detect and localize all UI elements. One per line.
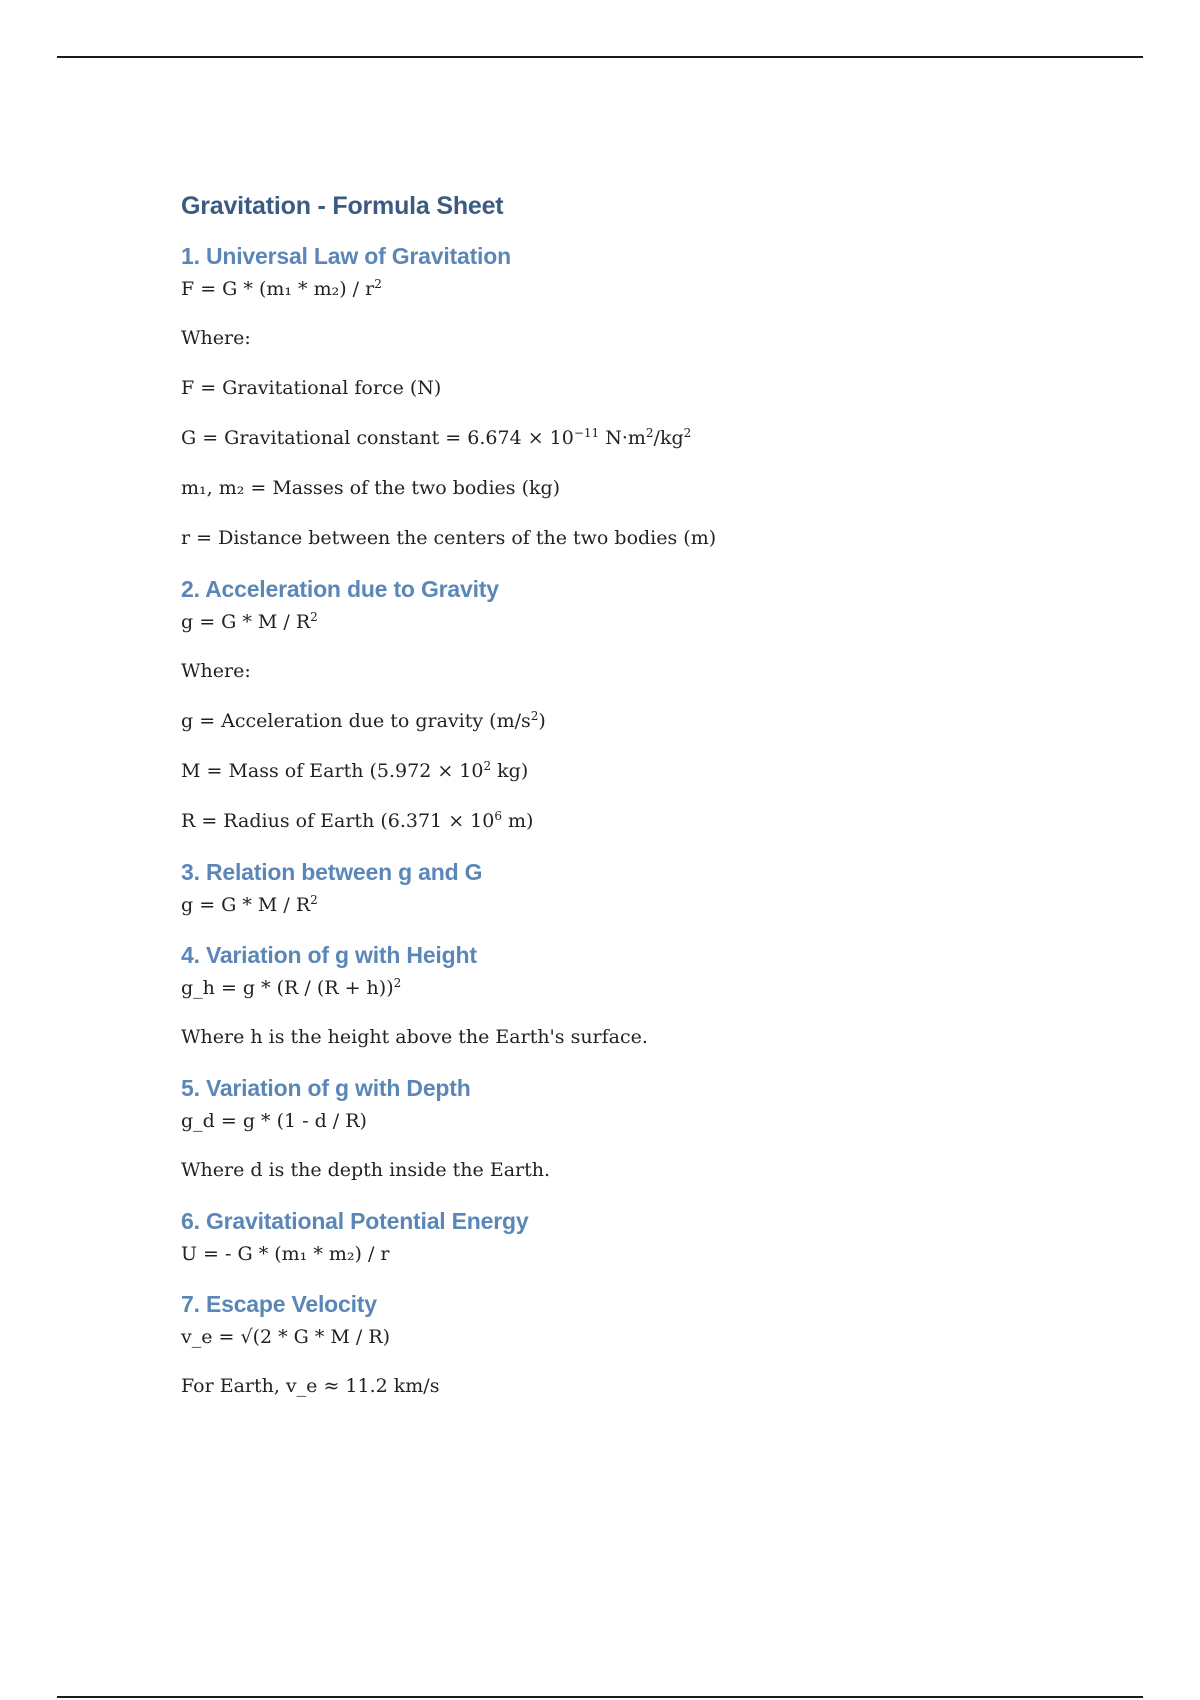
section-heading: 6. Gravitational Potential Energy — [181, 1208, 529, 1234]
text-run: Where: — [181, 327, 251, 349]
text-run: r = Distance between the centers of the two bodies (m) — [181, 527, 717, 549]
text-run: G = Gravitational constant = 6.674 × 10 — [181, 427, 574, 449]
body-line — [181, 759, 1081, 783]
body-line — [181, 709, 1081, 733]
section-heading: 5. Variation of g with Depth — [181, 1075, 471, 1101]
section — [181, 1208, 1081, 1266]
text-run: ) — [538, 710, 546, 732]
text-run: /kg — [653, 427, 684, 449]
section-heading: 3. Relation between g and G — [181, 859, 483, 885]
text-run: g = G * M / R — [181, 894, 311, 916]
body-line — [181, 1025, 1081, 1049]
body-line — [181, 376, 1081, 400]
formula — [181, 893, 1081, 917]
text-run: v_e = √(2 * G * M / R) — [181, 1326, 391, 1348]
section — [181, 942, 1081, 1049]
superscript: 2 — [393, 976, 402, 990]
superscript: 2 — [310, 610, 318, 624]
text-run: Where d is the depth inside the Earth. — [181, 1159, 551, 1181]
body-line — [181, 426, 1081, 450]
body-line — [181, 476, 1081, 500]
formula — [181, 1242, 1081, 1266]
superscript: 2 — [310, 893, 318, 907]
superscript: 2 — [645, 426, 654, 440]
top-rule — [57, 56, 1143, 58]
text-run: U = - G * (m₁ * m₂) / r — [181, 1243, 390, 1265]
body-line — [181, 526, 1081, 550]
text-run: Where: — [181, 660, 251, 682]
superscript: 6 — [494, 809, 502, 823]
formula — [181, 1109, 1081, 1133]
section — [181, 1075, 1081, 1182]
formula — [181, 1325, 1081, 1349]
text-run: F = Gravitational force (N) — [181, 377, 442, 399]
superscript: −11 — [573, 426, 600, 440]
section-heading: 4. Variation of g with Height — [181, 942, 477, 968]
text-run: R = Radius of Earth (6.371 × 10 — [181, 810, 495, 832]
superscript: 2 — [530, 709, 539, 723]
superscript: 2 — [374, 277, 382, 291]
section-heading: 1. Universal Law of Gravitation — [181, 243, 511, 269]
section — [181, 576, 1081, 833]
formula — [181, 610, 1081, 634]
body-line — [181, 809, 1081, 833]
bottom-rule — [57, 1696, 1143, 1698]
text-run: g_d = g * (1 - d / R) — [181, 1110, 367, 1132]
formula — [181, 976, 1081, 1000]
text-run: M = Mass of Earth (5.972 × 10 — [181, 760, 484, 782]
body-line — [181, 1158, 1081, 1182]
text-run: g = Acceleration due to gravity (m/s — [181, 710, 531, 732]
body-line — [181, 1374, 1081, 1398]
text-run: For Earth, v_e ≈ 11.2 km/s — [181, 1375, 440, 1397]
text-run: m) — [501, 810, 534, 832]
document-title: Gravitation - Formula Sheet — [181, 192, 504, 220]
section — [181, 1291, 1081, 1398]
section-heading: 7. Escape Velocity — [181, 1291, 377, 1317]
section — [181, 859, 1081, 917]
section — [181, 243, 1081, 550]
superscript: 2 — [483, 759, 492, 773]
body-line — [181, 326, 1081, 350]
text-run: Where h is the height above the Earth's surface. — [181, 1026, 648, 1048]
sections-container — [181, 243, 1081, 1398]
body-line — [181, 659, 1081, 683]
superscript: 2 — [683, 426, 692, 440]
formula-sheet — [181, 192, 1081, 1424]
text-run: N·m — [599, 427, 646, 449]
text-run: g_h = g * (R / (R + h)) — [181, 977, 394, 999]
text-run: kg) — [491, 760, 529, 782]
section-heading: 2. Acceleration due to Gravity — [181, 576, 499, 602]
formula — [181, 277, 1081, 301]
text-run: g = G * M / R — [181, 611, 311, 633]
text-run: m₁, m₂ = Masses of the two bodies (kg) — [181, 477, 561, 499]
text-run: F = G * (m₁ * m₂) / r — [181, 278, 375, 300]
